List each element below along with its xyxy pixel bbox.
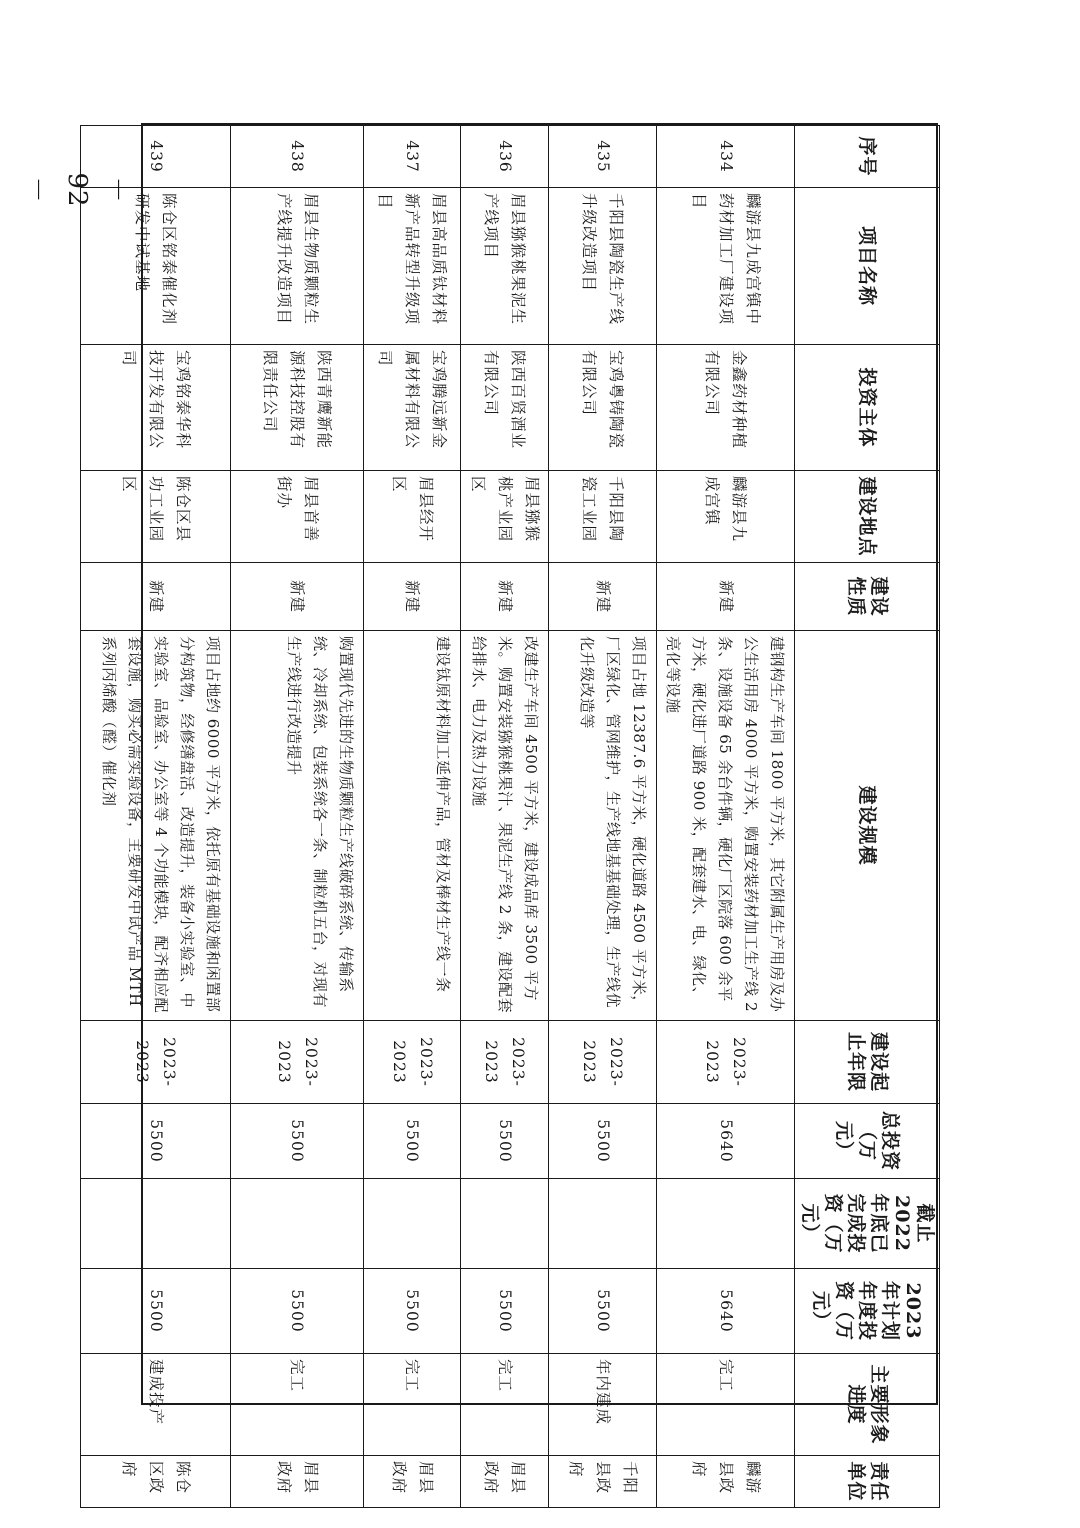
- cell-scale: 建钢构生产车间 1800 平方米，其它附属生产用房及办公生活用房 4000 平方米，购置安装药材加工生产线 2 条、设施设备 65 余台件辆，硬化厂区院落 600 余平方米，硬化进厂道路 900 米，配套建水、电、绿化、亮化等设施: [657, 631, 795, 1021]
- cell-location: 麟游县九成宫镇: [657, 471, 795, 563]
- cell-investor: 宝鸡腾远新金属材料有限公司: [364, 345, 461, 471]
- rotated-table-container: [100, 125, 940, 1502]
- cell-location: 陈仓区县功工业园区: [81, 471, 231, 563]
- cell-period: 2023-2023: [364, 1021, 461, 1104]
- cell-completed-2022: [364, 1179, 461, 1269]
- cell-plan-2023: 5500: [549, 1269, 657, 1354]
- cell-period: 2023-2023: [461, 1021, 549, 1104]
- cell-project-name: 眉县高品质钛材料新产品转型升级项目: [364, 188, 461, 345]
- header-investor: 投资主体: [795, 345, 940, 471]
- cell-project-name: 眉县猕猴桃果泥生产线项目: [461, 188, 549, 345]
- cell-plan-2023: 5500: [81, 1269, 231, 1354]
- cell-nature: 新建: [364, 563, 461, 631]
- header-nature: 建设性质: [795, 563, 940, 631]
- cell-seq: 439: [81, 126, 231, 188]
- cell-plan-2023: 5500: [461, 1269, 549, 1354]
- cell-responsible: 麟游县政府: [657, 1456, 795, 1508]
- cell-responsible: 陈仓区政府: [81, 1456, 231, 1508]
- cell-progress: 完工: [231, 1354, 364, 1456]
- table-row: [364, 126, 461, 1508]
- cell-investor: 陕西百贤酒业有限公司: [461, 345, 549, 471]
- cell-nature: 新建: [549, 563, 657, 631]
- cell-nature: 新建: [231, 563, 364, 631]
- cell-investor: 宝鸡粤铸陶瓷有限公司: [549, 345, 657, 471]
- cell-investor: 陕西青鹰新能源科技控股有限责任公司: [231, 345, 364, 471]
- cell-project-name: 陈仓区铭泰催化剂研发中试基地: [81, 188, 231, 345]
- cell-progress: 完工: [364, 1354, 461, 1456]
- cell-plan-2023: 5500: [231, 1269, 364, 1354]
- cell-responsible: 千阳县政府: [549, 1456, 657, 1508]
- header-scale: 建设规模: [795, 631, 940, 1021]
- cell-location: 眉县猕猴桃产业园区: [461, 471, 549, 563]
- cell-location: 眉县首善街办: [231, 471, 364, 563]
- cell-scale: 改建生产车间 4500 平方米，建设成品库 3500 平方米。购置安装猕猴桃果汁、果泥生产线 2 条，建设配套给排水、电力及热力设施: [461, 631, 549, 1021]
- cell-nature: 新建: [657, 563, 795, 631]
- header-seq: 序号: [795, 126, 940, 188]
- table-row: [461, 126, 549, 1508]
- table-row: [549, 126, 657, 1508]
- cell-total-investment: 5500: [364, 1104, 461, 1179]
- cell-project-name: 麟游县九成宫镇中药材加工厂建设项目: [657, 188, 795, 345]
- investment-table-frame: [100, 123, 938, 1502]
- header-location: 建设地点: [795, 471, 940, 563]
- cell-responsible: 眉县政府: [231, 1456, 364, 1508]
- header-plan-2023: 2023 年计划年度投资（万元）: [795, 1269, 940, 1354]
- cell-progress: 完工: [657, 1354, 795, 1456]
- cell-seq: 434: [657, 126, 795, 188]
- cell-seq: 438: [231, 126, 364, 188]
- cell-investor: 宝鸡铭泰华科技开发有限公司: [81, 345, 231, 471]
- cell-progress: 建成投产: [81, 1354, 231, 1456]
- cell-progress: 完工: [461, 1354, 549, 1456]
- cell-seq: 437: [364, 126, 461, 188]
- cell-scale: 购置现代先进的生物质颗粒生产线破碎系统、传输系统、冷却系统、包装系统各一条、制粒机五台，对现有生产线进行改造提升: [231, 631, 364, 1021]
- cell-location: 千阳县陶瓷工业园: [549, 471, 657, 563]
- cell-completed-2022: [231, 1179, 364, 1269]
- cell-project-name: 千阳县陶瓷生产线升级改造项目: [549, 188, 657, 345]
- cell-total-investment: 5500: [81, 1104, 231, 1179]
- page-number: － 92 －: [22, 172, 132, 208]
- cell-period: 2023-2023: [81, 1021, 231, 1104]
- cell-scale: 项目占地约 6000 平方米，依托原有基础设施和闲置部分构筑物，经修缮盘活、改造提升，装备小实验室、中实验室、品验室、办公室等 4 个功能模块，配齐相应配套设施，购买必需实验设备，主要研发中试产品 MTH 系列丙烯酸（醛）催化剂: [81, 631, 231, 1021]
- cell-total-investment: 5500: [549, 1104, 657, 1179]
- header-project-name: 项目名称: [795, 188, 940, 345]
- cell-total-investment: 5640: [657, 1104, 795, 1179]
- cell-scale: 建设钛原材料加工延伸产品，管材及棒材生产线一条: [364, 631, 461, 1021]
- cell-period: 2023-2023: [549, 1021, 657, 1104]
- cell-progress: 年内建成: [549, 1354, 657, 1456]
- cell-scale: 项目占地 12387.6 平方米，硬化道路 4500 平方米，厂区绿化、管网维护，生产线地基基础处理，生产线优化升级改造等: [549, 631, 657, 1021]
- cell-period: 2023-2023: [657, 1021, 795, 1104]
- table-row: [81, 126, 231, 1508]
- cell-completed-2022: [461, 1179, 549, 1269]
- header-total-investment: 总投资（万元）: [795, 1104, 940, 1179]
- cell-responsible: 眉县政府: [461, 1456, 549, 1508]
- cell-project-name: 眉县生物质颗粒生产线提升改造项目: [231, 188, 364, 345]
- cell-period: 2023-2023: [231, 1021, 364, 1104]
- header-progress: 主要形象进度: [795, 1354, 940, 1456]
- cell-total-investment: 5500: [231, 1104, 364, 1179]
- cell-responsible: 眉县政府: [364, 1456, 461, 1508]
- header-period: 建设起止年限: [795, 1021, 940, 1104]
- cell-plan-2023: 5500: [364, 1269, 461, 1354]
- table-header-row: [795, 126, 940, 1508]
- table-row: [231, 126, 364, 1508]
- header-responsible: 责任单位: [795, 1456, 940, 1508]
- header-completed-2022: 截止 2022 年底已完成投资（万元）: [795, 1179, 940, 1269]
- cell-investor: 金鑫药材种植有限公司: [657, 345, 795, 471]
- cell-completed-2022: [549, 1179, 657, 1269]
- cell-seq: 435: [549, 126, 657, 188]
- cell-seq: 436: [461, 126, 549, 188]
- cell-plan-2023: 5640: [657, 1269, 795, 1354]
- table-row: [657, 126, 795, 1508]
- cell-total-investment: 5500: [461, 1104, 549, 1179]
- cell-nature: 新建: [81, 563, 231, 631]
- cell-completed-2022: [81, 1179, 231, 1269]
- cell-completed-2022: [657, 1179, 795, 1269]
- cell-nature: 新建: [461, 563, 549, 631]
- cell-location: 眉县经开区: [364, 471, 461, 563]
